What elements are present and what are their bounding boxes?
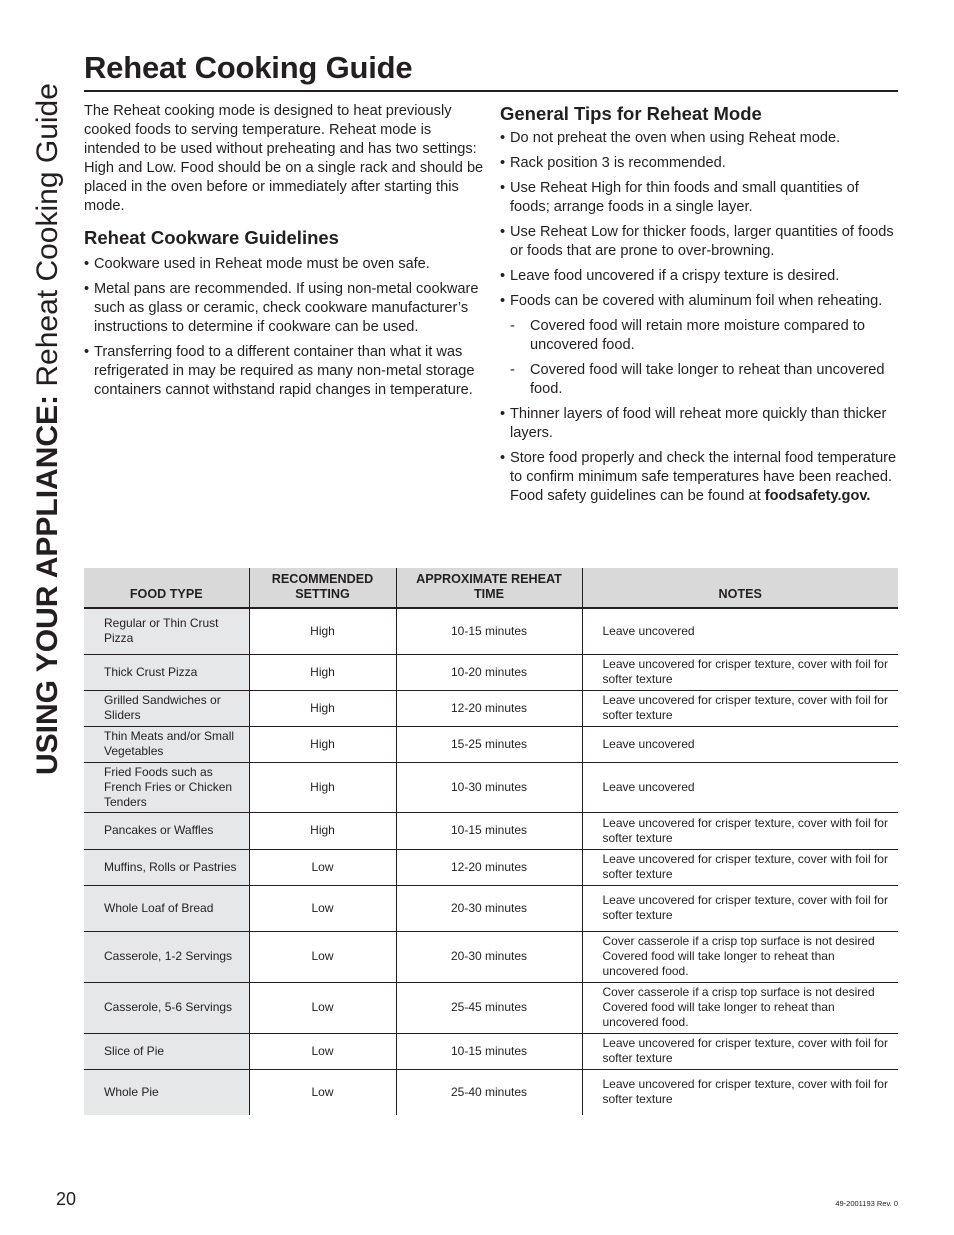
cell-notes: Leave uncovered for crisper texture, cover with foil for softer texture bbox=[582, 1033, 898, 1069]
cell-notes: Leave uncovered for crisper texture, cover with foil for softer texture bbox=[582, 885, 898, 931]
page-title: Reheat Cooking Guide bbox=[84, 50, 413, 85]
cell-time: 25-45 minutes bbox=[396, 982, 582, 1033]
header-recommended-setting: RECOMMENDED SETTING bbox=[249, 568, 396, 608]
cell-notes: Cover casserole if a crisp top surface is not desired Covered food will take longer to reheat than uncovered food. bbox=[582, 982, 898, 1033]
cell-notes: Cover casserole if a crisp top surface is not desired Covered food will take longer to reheat than uncovered food. bbox=[582, 931, 898, 982]
cell-food-type: Regular or Thin Crust Pizza bbox=[84, 608, 249, 654]
cell-notes: Leave uncovered bbox=[582, 726, 898, 762]
cell-time: 10-15 minutes bbox=[396, 1033, 582, 1069]
table-row bbox=[84, 931, 898, 982]
cell-notes: Leave uncovered for crisper texture, cover with foil for softer texture bbox=[582, 812, 898, 849]
table-row bbox=[84, 1069, 898, 1115]
page-number: 20 bbox=[56, 1189, 77, 1209]
cookware-item: • Transferring food to a different container than what it was refrigerated in may be required as many non-metal storage containers cannot withstand rapid changes in temperature. bbox=[84, 343, 484, 400]
cell-food-type: Grilled Sandwiches or Sliders bbox=[84, 690, 249, 726]
cell-setting: High bbox=[249, 762, 396, 812]
cell-food-type: Casserole, 5-6 Servings bbox=[84, 982, 249, 1033]
header-reheat-time: APPROXIMATE REHEAT TIME bbox=[396, 568, 582, 608]
cell-notes: Leave uncovered for crisper texture, cover with foil for softer texture bbox=[582, 690, 898, 726]
table-row bbox=[84, 849, 898, 885]
header-notes: NOTES bbox=[582, 568, 898, 608]
cell-food-type: Slice of Pie bbox=[84, 1033, 249, 1069]
cell-time: 10-20 minutes bbox=[396, 654, 582, 690]
cell-food-type: Thick Crust Pizza bbox=[84, 654, 249, 690]
table-row bbox=[84, 608, 898, 654]
tip-item: • Leave food uncovered if a crispy texture is desired. bbox=[500, 267, 900, 286]
cell-time: 10-15 minutes bbox=[396, 812, 582, 849]
cell-setting: Low bbox=[249, 885, 396, 931]
cell-time: 25-40 minutes bbox=[396, 1069, 582, 1115]
tips-list bbox=[500, 129, 900, 506]
cell-setting: High bbox=[249, 812, 396, 849]
cell-setting: High bbox=[249, 690, 396, 726]
cell-setting: Low bbox=[249, 931, 396, 982]
cell-food-type: Muffins, Rolls or Pastries bbox=[84, 849, 249, 885]
cell-notes: Leave uncovered bbox=[582, 608, 898, 654]
table-row bbox=[84, 726, 898, 762]
cell-setting: High bbox=[249, 654, 396, 690]
table-row bbox=[84, 654, 898, 690]
cell-notes: Leave uncovered for crisper texture, cover with foil for softer texture bbox=[582, 1069, 898, 1115]
document-number: 49-2001193 Rev. 0 bbox=[835, 1199, 898, 1208]
title-rule bbox=[84, 90, 898, 92]
cell-food-type: Fried Foods such as French Fries or Chicken Tenders bbox=[84, 762, 249, 812]
cell-food-type: Whole Pie bbox=[84, 1069, 249, 1115]
cell-time: 12-20 minutes bbox=[396, 849, 582, 885]
tip-item: • Foods can be covered with aluminum foil when reheating. bbox=[500, 292, 900, 311]
cookware-heading: Reheat Cookware Guidelines bbox=[84, 227, 339, 248]
table-row bbox=[84, 1033, 898, 1069]
cell-setting: Low bbox=[249, 982, 396, 1033]
cell-food-type: Pancakes or Waffles bbox=[84, 812, 249, 849]
cell-time: 10-30 minutes bbox=[396, 762, 582, 812]
cell-setting: Low bbox=[249, 1033, 396, 1069]
cookware-item: • Cookware used in Reheat mode must be oven safe. bbox=[84, 255, 484, 274]
cell-food-type: Whole Loaf of Bread bbox=[84, 885, 249, 931]
left-column bbox=[84, 102, 484, 406]
header-food-type: FOOD TYPE bbox=[84, 568, 249, 608]
cell-setting: Low bbox=[249, 849, 396, 885]
tip-item: • Do not preheat the oven when using Reheat mode. bbox=[500, 129, 900, 148]
cell-time: 20-30 minutes bbox=[396, 885, 582, 931]
table-row bbox=[84, 982, 898, 1033]
intro-paragraph: The Reheat cooking mode is designed to heat previously cooked foods to serving temperature. Reheat mode is intended to be used without preheating and has two settings: High and Low. Food should be on a single rack and should be placed in the oven before or immediately after starting this mode. bbox=[84, 103, 484, 214]
side-tab-light: Reheat Cooking Guide bbox=[31, 83, 64, 395]
cell-food-type: Thin Meats and/or Small Vegetables bbox=[84, 726, 249, 762]
tip-item: • Use Reheat High for thin foods and small quantities of foods; arrange foods in a single layer. bbox=[500, 179, 900, 217]
tip-item: • Rack position 3 is recommended. bbox=[500, 154, 900, 173]
cell-food-type: Casserole, 1-2 Servings bbox=[84, 931, 249, 982]
tip-subitem: - Covered food will retain more moisture compared to uncovered food. bbox=[510, 317, 900, 355]
table-header-row bbox=[84, 568, 898, 608]
cell-notes: Leave uncovered for crisper texture, cover with foil for softer texture bbox=[582, 654, 898, 690]
cell-time: 20-30 minutes bbox=[396, 931, 582, 982]
table-row bbox=[84, 812, 898, 849]
reheat-guide-table bbox=[84, 568, 898, 1115]
tip-subitem: - Covered food will take longer to reheat than uncovered food. bbox=[510, 361, 900, 399]
table-row bbox=[84, 885, 898, 931]
tip-item: • Thinner layers of food will reheat more quickly than thicker layers. bbox=[500, 405, 900, 443]
table-row bbox=[84, 690, 898, 726]
foodsafety-link[interactable]: foodsafety.gov. bbox=[764, 488, 871, 504]
cookware-item: • Metal pans are recommended. If using non-metal cookware such as glass or ceramic, check cookware manufacturer’s instructions to determine if cookware can be used. bbox=[84, 280, 484, 337]
tips-heading: General Tips for Reheat Mode bbox=[500, 103, 762, 124]
tip-item-food-safety bbox=[500, 449, 900, 506]
right-column bbox=[500, 102, 900, 512]
cell-setting: High bbox=[249, 726, 396, 762]
cell-time: 15-25 minutes bbox=[396, 726, 582, 762]
section-side-tab bbox=[28, 75, 68, 775]
cookware-list bbox=[84, 255, 484, 400]
cell-notes: Leave uncovered bbox=[582, 762, 898, 812]
tip-item: • Use Reheat Low for thicker foods, larger quantities of foods or foods that are prone to over-browning. bbox=[500, 223, 900, 261]
cell-time: 12-20 minutes bbox=[396, 690, 582, 726]
table-row bbox=[84, 762, 898, 812]
cell-notes: Leave uncovered for crisper texture, cover with foil for softer texture bbox=[582, 849, 898, 885]
cell-time: 10-15 minutes bbox=[396, 608, 582, 654]
tip-item-text: Store food properly and check the internal food temperature to confirm minimum safe temperatures have been reached. Food safety guidelines can be found at bbox=[510, 450, 897, 504]
side-tab-bold: USING YOUR APPLIANCE: bbox=[31, 394, 64, 775]
cell-setting: High bbox=[249, 608, 396, 654]
cell-setting: Low bbox=[249, 1069, 396, 1115]
